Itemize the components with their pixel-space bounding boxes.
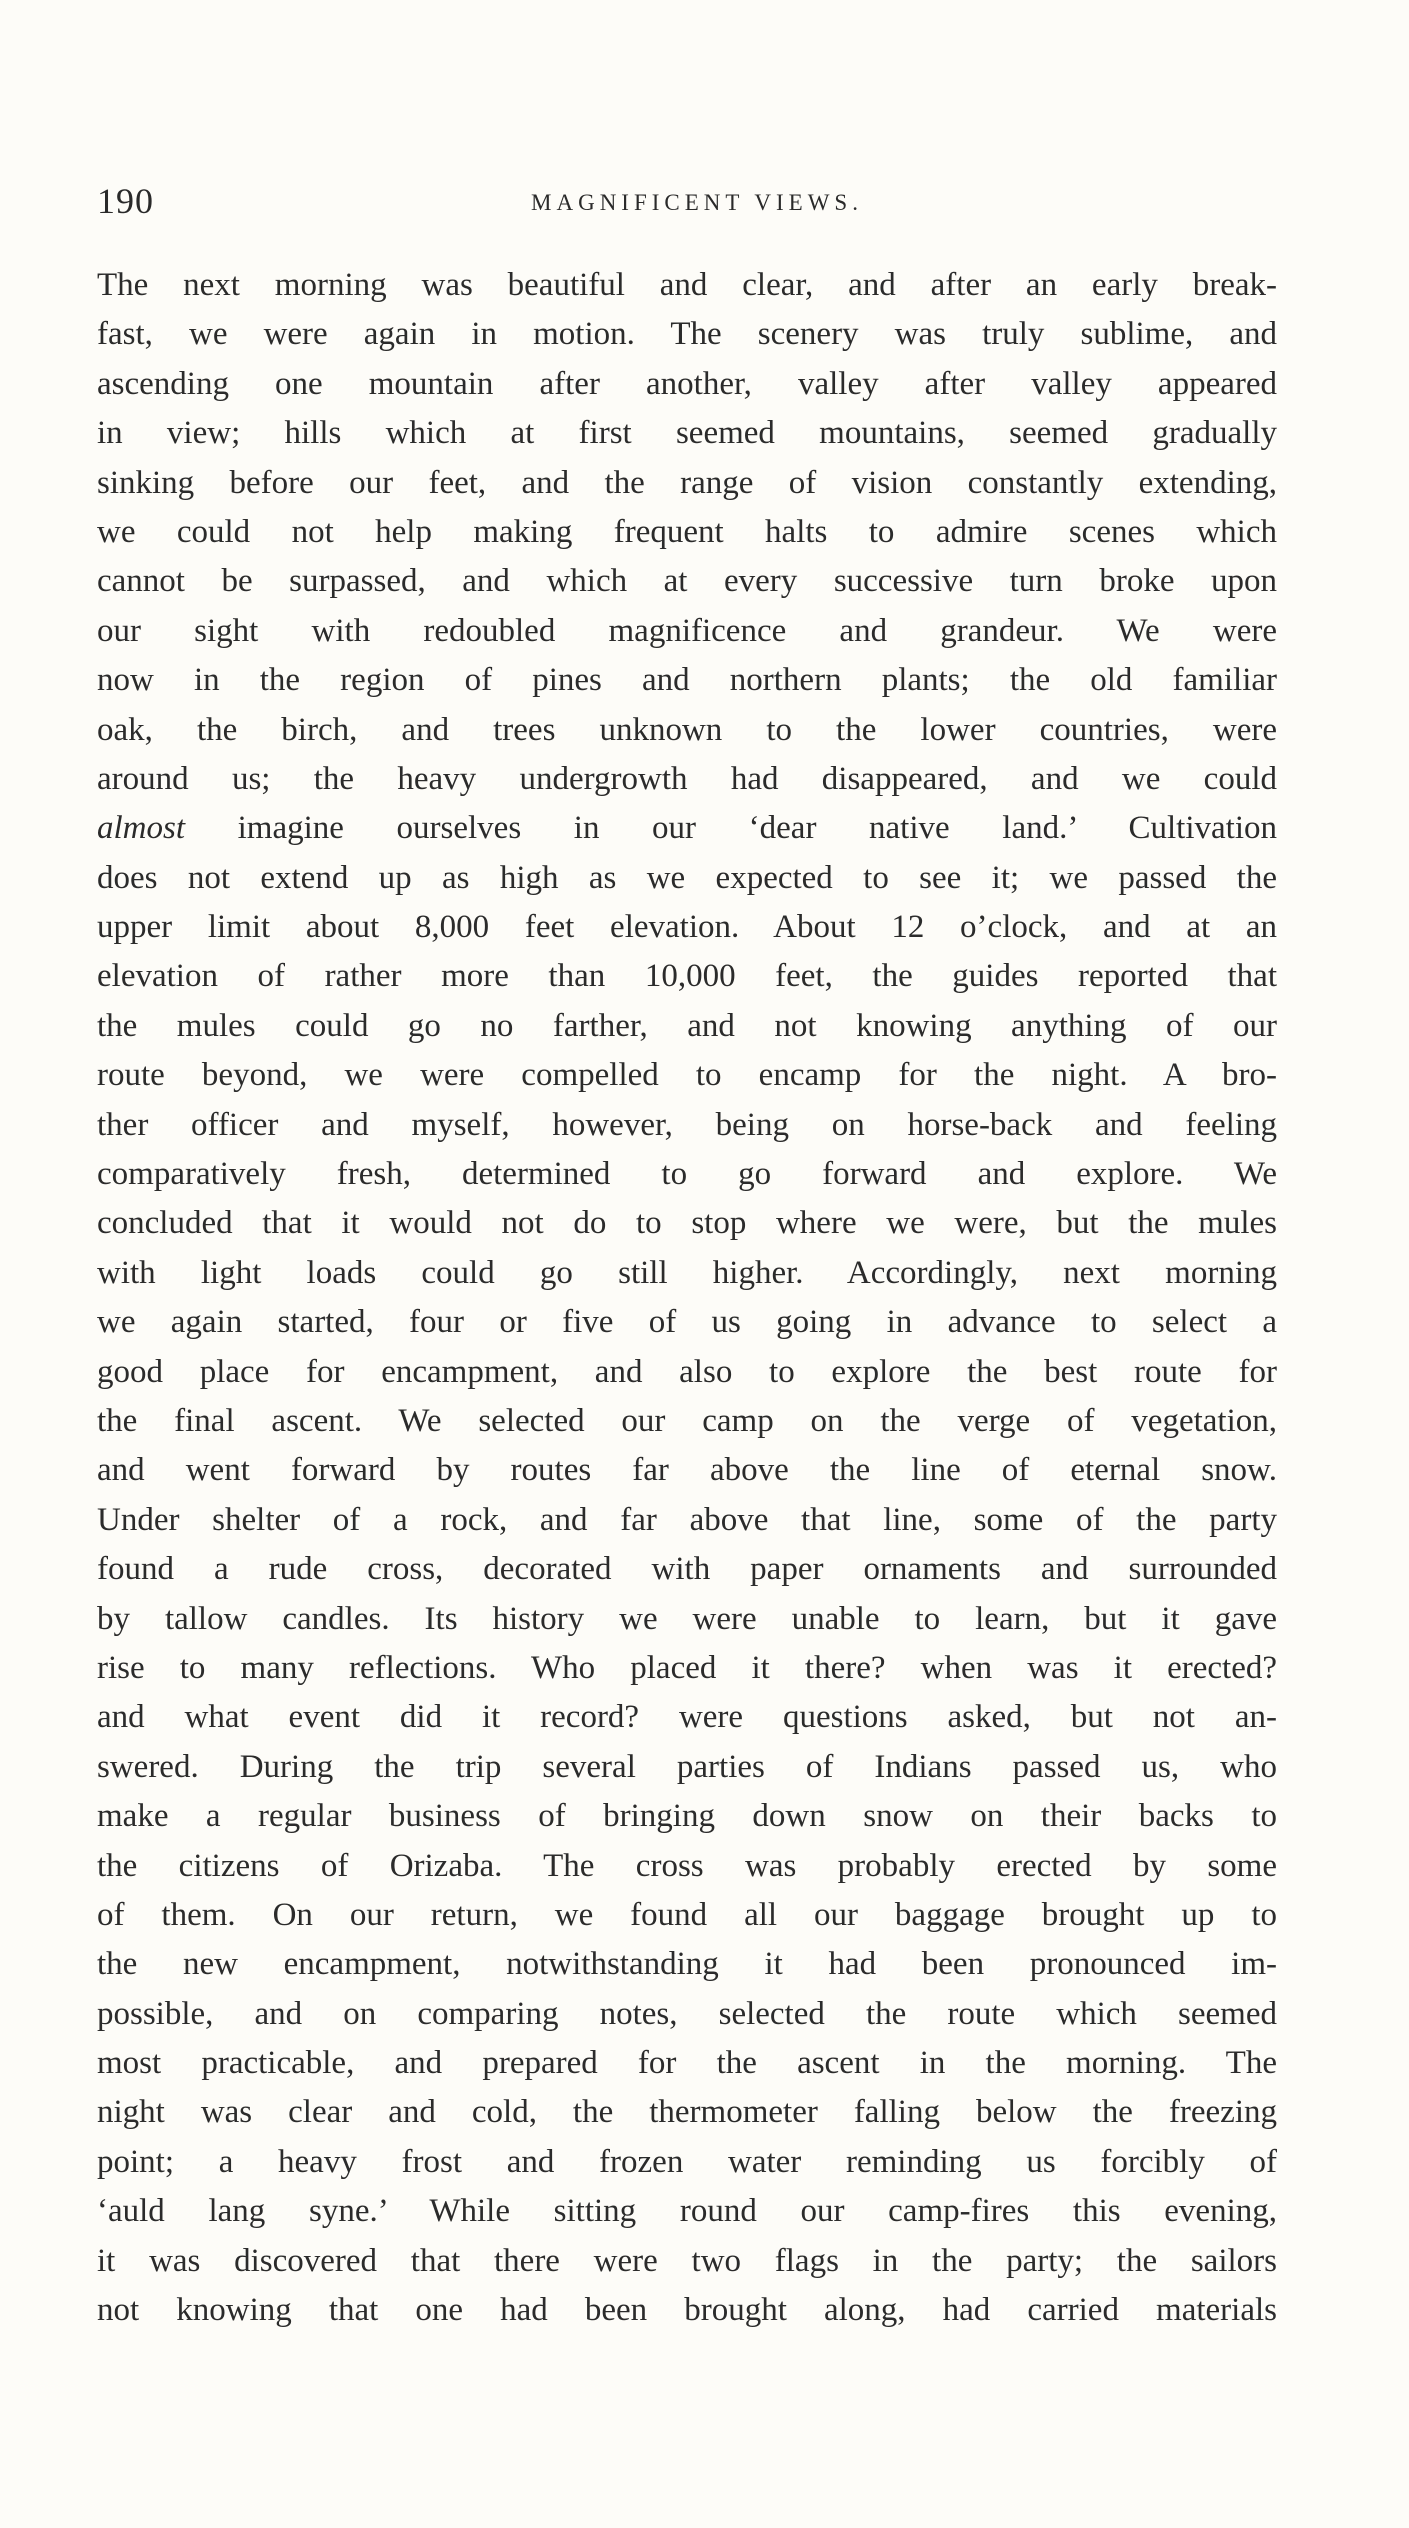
text-line — [97, 903, 1277, 952]
text-segment: by tallow candles. Its history we were unable to learn, but it gave — [97, 1600, 1277, 1637]
text-line — [97, 2039, 1277, 2088]
text-segment: not knowing that one had been brought along, had carried materials — [97, 2292, 1277, 2329]
text-line — [97, 706, 1277, 755]
text-line — [97, 1644, 1277, 1693]
text-segment: night was clear and cold, the thermometer falling below the freezing — [97, 2094, 1277, 2131]
text-segment: route beyond, we were compelled to encamp for the night. A bro- — [97, 1057, 1277, 1094]
text-line — [97, 1545, 1277, 1594]
text-line — [97, 1051, 1277, 1100]
text-line — [97, 1693, 1277, 1742]
text-line — [97, 1199, 1277, 1248]
text-segment: and what event did it record? were questions asked, but not an- — [97, 1699, 1277, 1736]
text-line — [97, 1446, 1277, 1495]
text-line — [97, 360, 1277, 409]
text-segment: we again started, four or five of us going in advance to select a — [97, 1304, 1277, 1341]
text-line — [97, 1940, 1277, 1989]
text-segment: good place for encampment, and also to explore the best route for — [97, 1353, 1277, 1390]
running-title: MAGNIFICENT VIEWS. — [531, 190, 863, 215]
text-segment: swered. During the trip several parties of Indians passed us, who — [97, 1748, 1277, 1785]
text-line — [97, 2237, 1277, 2286]
text-segment: concluded that it would not do to stop where we were, but the mules — [97, 1205, 1277, 1242]
text-segment: point; a heavy frost and frozen water reminding us forcibly of — [97, 2143, 1277, 2180]
text-segment: rise to many reflections. Who placed it there? when was it erected? — [97, 1649, 1277, 1686]
text-line — [97, 656, 1277, 705]
text-segment: cannot be surpassed, and which at every successive turn broke upon — [97, 563, 1277, 600]
text-line — [97, 2138, 1277, 2187]
text-segment: now in the region of pines and northern plants; the old familiar — [97, 662, 1277, 699]
text-segment: does not extend up as high as we expected to see it; we passed the — [97, 859, 1277, 896]
text-line — [97, 804, 1277, 853]
text-segment: elevation of rather more than 10,000 feet, the guides reported that — [97, 958, 1277, 995]
text-segment: Under shelter of a rock, and far above that line, some of the party — [97, 1501, 1277, 1538]
text-line — [97, 508, 1277, 557]
text-segment: oak, the birch, and trees unknown to the lower countries, were — [97, 711, 1277, 748]
text-segment: and went forward by routes far above the line of eternal snow. — [97, 1452, 1277, 1489]
text-segment: the citizens of Orizaba. The cross was probably erected by some — [97, 1847, 1277, 1884]
text-segment: with light loads could go still higher. Accordingly, next morning — [97, 1254, 1277, 1291]
text-line — [97, 1842, 1277, 1891]
text-line — [97, 459, 1277, 508]
text-segment: most practicable, and prepared for the ascent in the morning. The — [97, 2045, 1277, 2082]
text-segment: our sight with redoubled magnificence and grandeur. We were — [97, 612, 1277, 649]
page-number: 190 — [97, 181, 154, 221]
text-segment: found a rude cross, decorated with paper ornaments and surrounded — [97, 1551, 1277, 1588]
text-line — [97, 1990, 1277, 2039]
text-line — [97, 1743, 1277, 1792]
text-segment: ‘auld lang syne.’ While sitting round our camp-fires this evening, — [97, 2193, 1277, 2230]
text-segment: imagine ourselves in our ‘dear native land.’ Cultivation — [185, 810, 1277, 847]
text-line — [97, 1792, 1277, 1841]
text-line — [97, 2187, 1277, 2236]
text-line — [97, 310, 1277, 359]
text-line — [97, 607, 1277, 656]
text-line — [97, 409, 1277, 458]
text-line — [97, 557, 1277, 606]
text-line — [97, 1249, 1277, 1298]
text-line — [97, 2088, 1277, 2137]
text-segment: fast, we were again in motion. The scenery was truly sublime, and — [97, 316, 1277, 353]
text-line — [97, 755, 1277, 804]
text-line — [97, 1298, 1277, 1347]
text-line — [97, 1002, 1277, 1051]
italic-text: almost — [97, 810, 186, 847]
text-segment: possible, and on comparing notes, selected the route which seemed — [97, 1995, 1277, 2032]
text-segment: in view; hills which at first seemed mountains, seemed gradually — [97, 415, 1277, 452]
text-segment: the final ascent. We selected our camp on the verge of vegetation, — [97, 1402, 1277, 1439]
text-line — [97, 1150, 1277, 1199]
text-line — [97, 952, 1277, 1001]
text-segment: comparatively fresh, determined to go forward and explore. We — [97, 1156, 1277, 1193]
text-line — [97, 1891, 1277, 1940]
text-line — [97, 2286, 1277, 2335]
text-segment: of them. On our return, we found all our baggage brought up to — [97, 1896, 1277, 1933]
text-line — [97, 1101, 1277, 1150]
text-segment: ther officer and myself, however, being on horse-back and feeling — [97, 1106, 1277, 1143]
text-segment: sinking before our feet, and the range of vision constantly extending, — [97, 464, 1277, 501]
body-text — [97, 261, 1277, 2335]
text-line — [97, 1348, 1277, 1397]
text-line — [97, 1595, 1277, 1644]
text-line — [97, 261, 1277, 310]
running-head — [97, 180, 1277, 230]
text-segment: ascending one mountain after another, valley after valley appeared — [97, 365, 1277, 402]
text-segment: it was discovered that there were two flags in the party; the sailors — [97, 2242, 1277, 2279]
text-line — [97, 1397, 1277, 1446]
text-line — [97, 854, 1277, 903]
text-segment: The next morning was beautiful and clear, and after an early break- — [97, 267, 1277, 303]
text-line — [97, 1496, 1277, 1545]
text-segment: we could not help making frequent halts to admire scenes which — [97, 513, 1277, 550]
text-segment: make a regular business of bringing down snow on their backs to — [97, 1798, 1277, 1835]
text-segment: the mules could go no farther, and not knowing anything of our — [97, 1007, 1277, 1044]
text-segment: the new encampment, notwithstanding it had been pronounced im- — [97, 1946, 1277, 1983]
text-segment: around us; the heavy undergrowth had disappeared, and we could — [97, 760, 1277, 797]
text-segment: upper limit about 8,000 feet elevation. About 12 o’clock, and at an — [97, 909, 1277, 946]
